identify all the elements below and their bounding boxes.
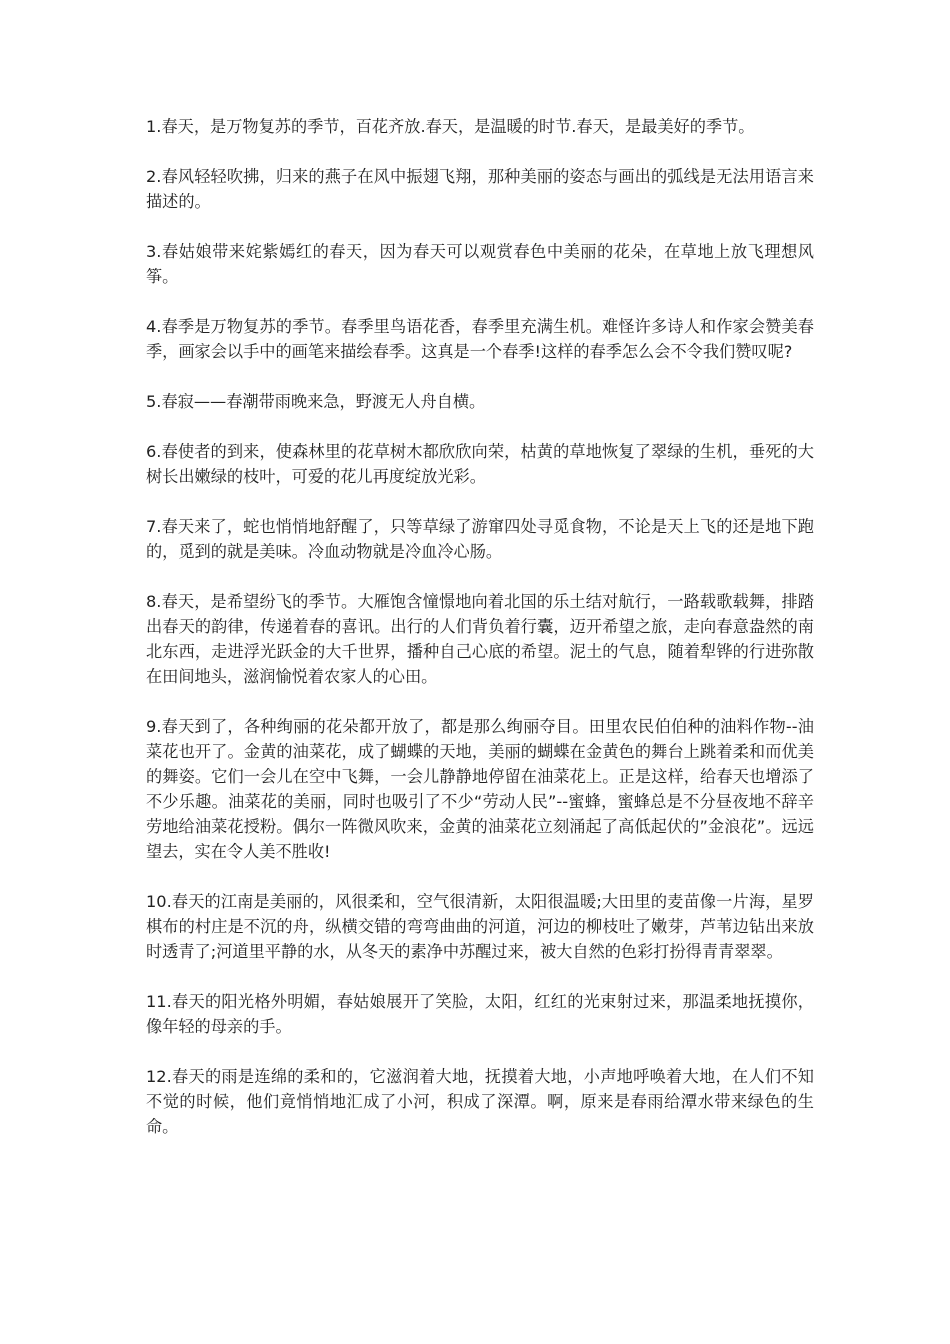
paragraph-9: 9.春天到了，各种绚丽的花朵都开放了，都是那么绚丽夺目。田里农民伯伯种的油料作物--油菜花也开了。金黄的油菜花，成了蝴蝶的天地，美丽的蝴蝶在金黄色的舞台上跳着柔和而优美的舞姿。它们一会儿在空中飞舞，一会儿静静地停留在油菜花上。正是这样，给春天也增添了不少乐趣。油菜花的美丽，同时也吸引了不少“劳动人民”--蜜蜂，蜜蜂总是不分昼夜地不辞辛劳地给油菜花授粉。偶尔一阵微风吹来，金黄的油菜花立刻涌起了高低起伏的”金浪花”。远远望去，实在令人美不胜收! <box>146 717 814 861</box>
paragraph-11: 11.春天的阳光格外明媚，春姑娘展开了笑脸，太阳，红红的光束射过来，那温柔地抚摸你，像年轻的母亲的手。 <box>146 992 814 1036</box>
paragraph-4: 4.春季是万物复苏的季节。春季里鸟语花香，春季里充满生机。难怪许多诗人和作家会赞美春季，画家会以手中的画笔来描绘春季。这真是一个春季!这样的春季怎么会不令我们赞叹呢? <box>146 317 814 361</box>
paragraph-7: 7.春天来了，蛇也悄悄地舒醒了，只等草绿了游窜四处寻觅食物，不论是天上飞的还是地下跑的，觅到的就是美味。冷血动物就是冷血冷心肠。 <box>146 517 814 561</box>
paragraph-5: 5.春寂——春潮带雨晚来急，野渡无人舟自横。 <box>146 392 486 411</box>
paragraph-3: 3.春姑娘带来姹紫嫣红的春天，因为春天可以观赏春色中美丽的花朵，在草地上放飞理想风筝。 <box>146 242 814 286</box>
paragraph-1: 1.春天，是万物复苏的季节，百花齐放.春天，是温暖的时节.春天，是最美好的季节。 <box>146 117 755 136</box>
paragraph-2: 2.春风轻轻吹拂，归来的燕子在风中振翅飞翔，那种美丽的姿态与画出的弧线是无法用语言来描述的。 <box>146 167 814 211</box>
paragraph-10: 10.春天的江南是美丽的，风很柔和，空气很清新，太阳很温暖;大田里的麦苗像一片海，星罗棋布的村庄是不沉的舟，纵横交错的弯弯曲曲的河道，河边的柳枝吐了嫩芽，芦苇边钻出来放时透青了;河道里平静的水，从冬天的素净中苏醒过来，被大自然的色彩打扮得青青翠翠。 <box>146 892 814 961</box>
document-body <box>146 114 814 1164</box>
paragraph-6: 6.春使者的到来，使森林里的花草树木都欣欣向荣，枯黄的草地恢复了翠绿的生机，垂死的大树长出嫩绿的枝叶，可爱的花儿再度绽放光彩。 <box>146 442 814 486</box>
paragraph-8: 8.春天，是希望纷飞的季节。大雁饱含憧憬地向着北国的乐土结对航行，一路载歌载舞，排踏出春天的韵律，传递着春的喜讯。出行的人们背负着行囊，迈开希望之旅，走向春意盎然的南北东西，走进浮光跃金的大千世界，播种自己心底的希望。泥土的气息，随着犁铧的行进弥散在田间地头，滋润愉悦着农家人的心田。 <box>146 592 814 686</box>
paragraph-12: 12.春天的雨是连绵的柔和的，它滋润着大地，抚摸着大地，小声地呼唤着大地，在人们不知不觉的时候，他们竟悄悄地汇成了小河，积成了深潭。啊，原来是春雨给潭水带来绿色的生命。 <box>146 1067 814 1136</box>
